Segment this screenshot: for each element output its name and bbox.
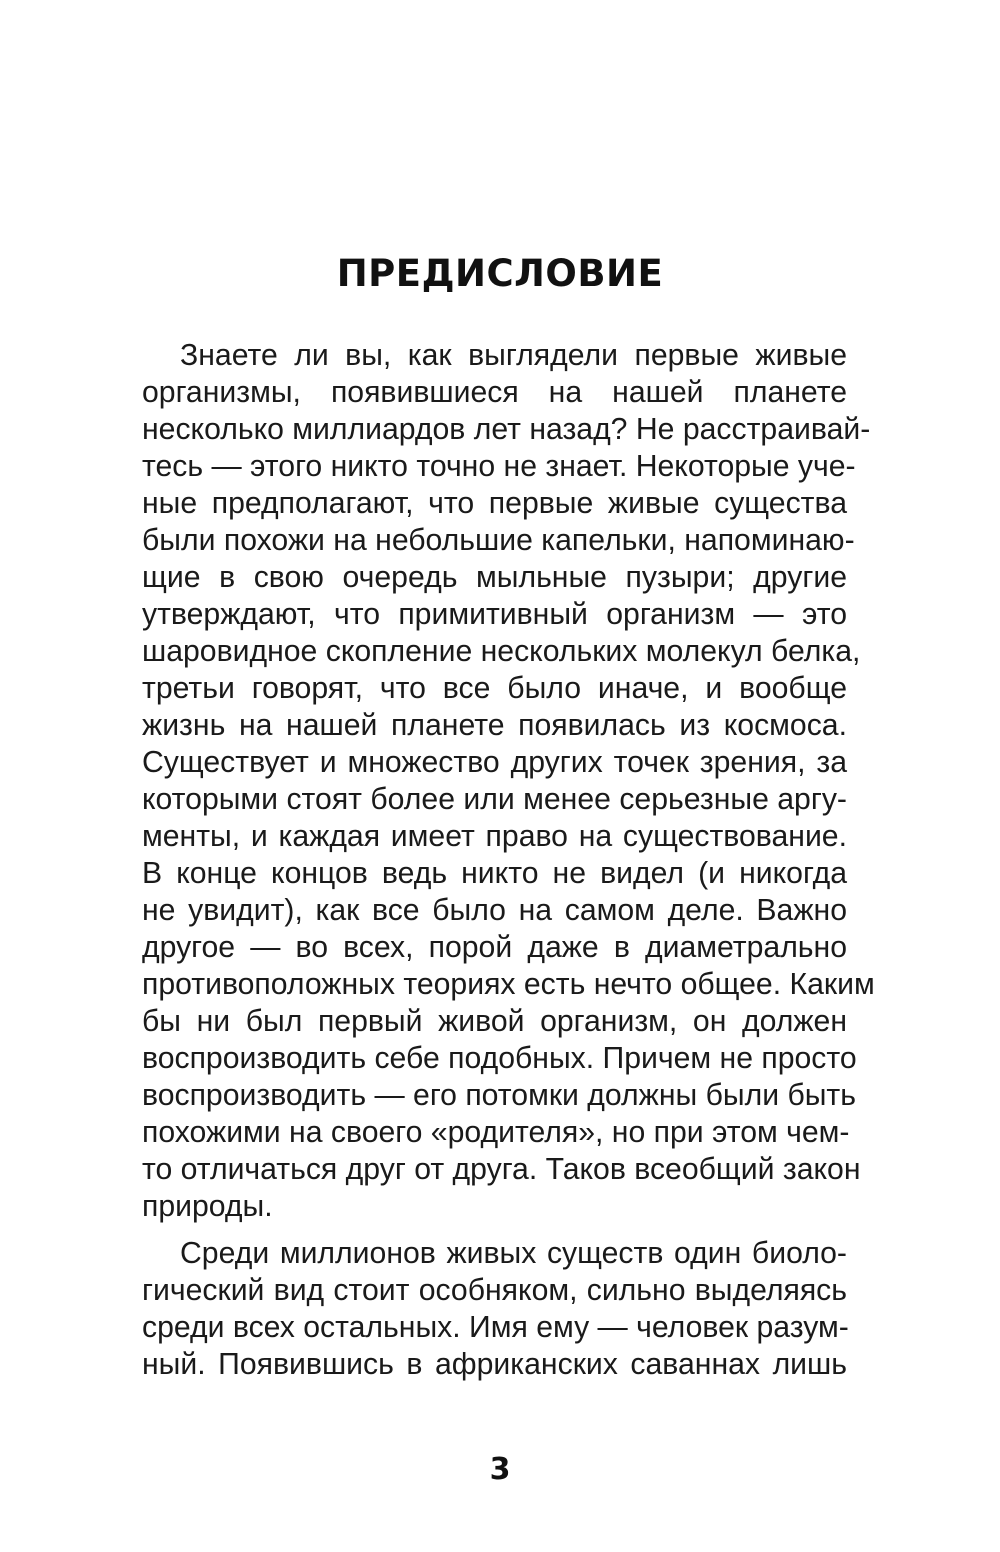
- text-line: Среди миллионов живых существ один биоло-: [180, 1237, 847, 1270]
- text-line: несколько миллиардов лет назад? Не расстраивай-: [142, 413, 871, 446]
- text-line: воспроизводить — его потомки должны были быть: [142, 1079, 856, 1112]
- text-line: менты, и каждая имеет право на существование.: [142, 820, 847, 853]
- text-line: утверждают, что примитивный организм — это: [142, 598, 847, 631]
- text-line: организмы, появившиеся на нашей планете: [142, 376, 847, 409]
- text-line: среди всех остальных. Имя ему — человек разум-: [142, 1311, 849, 1344]
- chapter-title: ПРЕДИСЛОВИЕ: [336, 252, 664, 295]
- text-line: другое — во всех, порой даже в диаметрально: [142, 931, 847, 964]
- text-line: то отличаться друг от друга. Таков всеобщий закон: [142, 1153, 861, 1186]
- text-line: ные предполагают, что первые живые существа: [142, 487, 847, 520]
- text-line: Знаете ли вы, как выглядели первые живые: [180, 339, 847, 372]
- text-line: противоположных теориях есть нечто общее. Каким: [142, 968, 875, 1001]
- text-line: которыми стоят более или менее серьезные аргу-: [142, 783, 847, 816]
- paragraph-1: [142, 337, 875, 1225]
- text-line: воспроизводить себе подобных. Причем не просто: [142, 1042, 857, 1075]
- text-line: природы.: [142, 1190, 273, 1223]
- body-text: [142, 337, 875, 1393]
- text-line: третьи говорят, что все было иначе, и вообще: [142, 672, 847, 705]
- paragraph-2: [142, 1235, 847, 1383]
- text-line: гический вид стоит особняком, сильно выделяясь: [142, 1274, 847, 1307]
- text-line: жизнь на нашей планете появилась из космоса.: [142, 709, 847, 742]
- text-line: ный. Появившись в африканских саваннах лишь: [142, 1348, 847, 1381]
- page-number: 3: [489, 1452, 511, 1487]
- text-line: щие в свою очередь мыльные пузыри; другие: [142, 561, 847, 594]
- text-line: похожими на своего «родителя», но при этом чем-: [142, 1116, 850, 1149]
- text-line: шаровидное скопление нескольких молекул белка,: [142, 635, 861, 668]
- text-line: Существует и множество других точек зрения, за: [142, 746, 847, 779]
- text-line: бы ни был первый живой организм, он должен: [142, 1005, 847, 1038]
- text-line: были похожи на небольшие капельки, напоминаю-: [142, 524, 855, 557]
- text-line: В конце концов ведь никто не видел (и никогда: [142, 857, 847, 890]
- text-line: не увидит), как все было на самом деле. Важно: [142, 894, 847, 927]
- text-line: тесь — этого никто точно не знает. Некоторые уче-: [142, 450, 856, 483]
